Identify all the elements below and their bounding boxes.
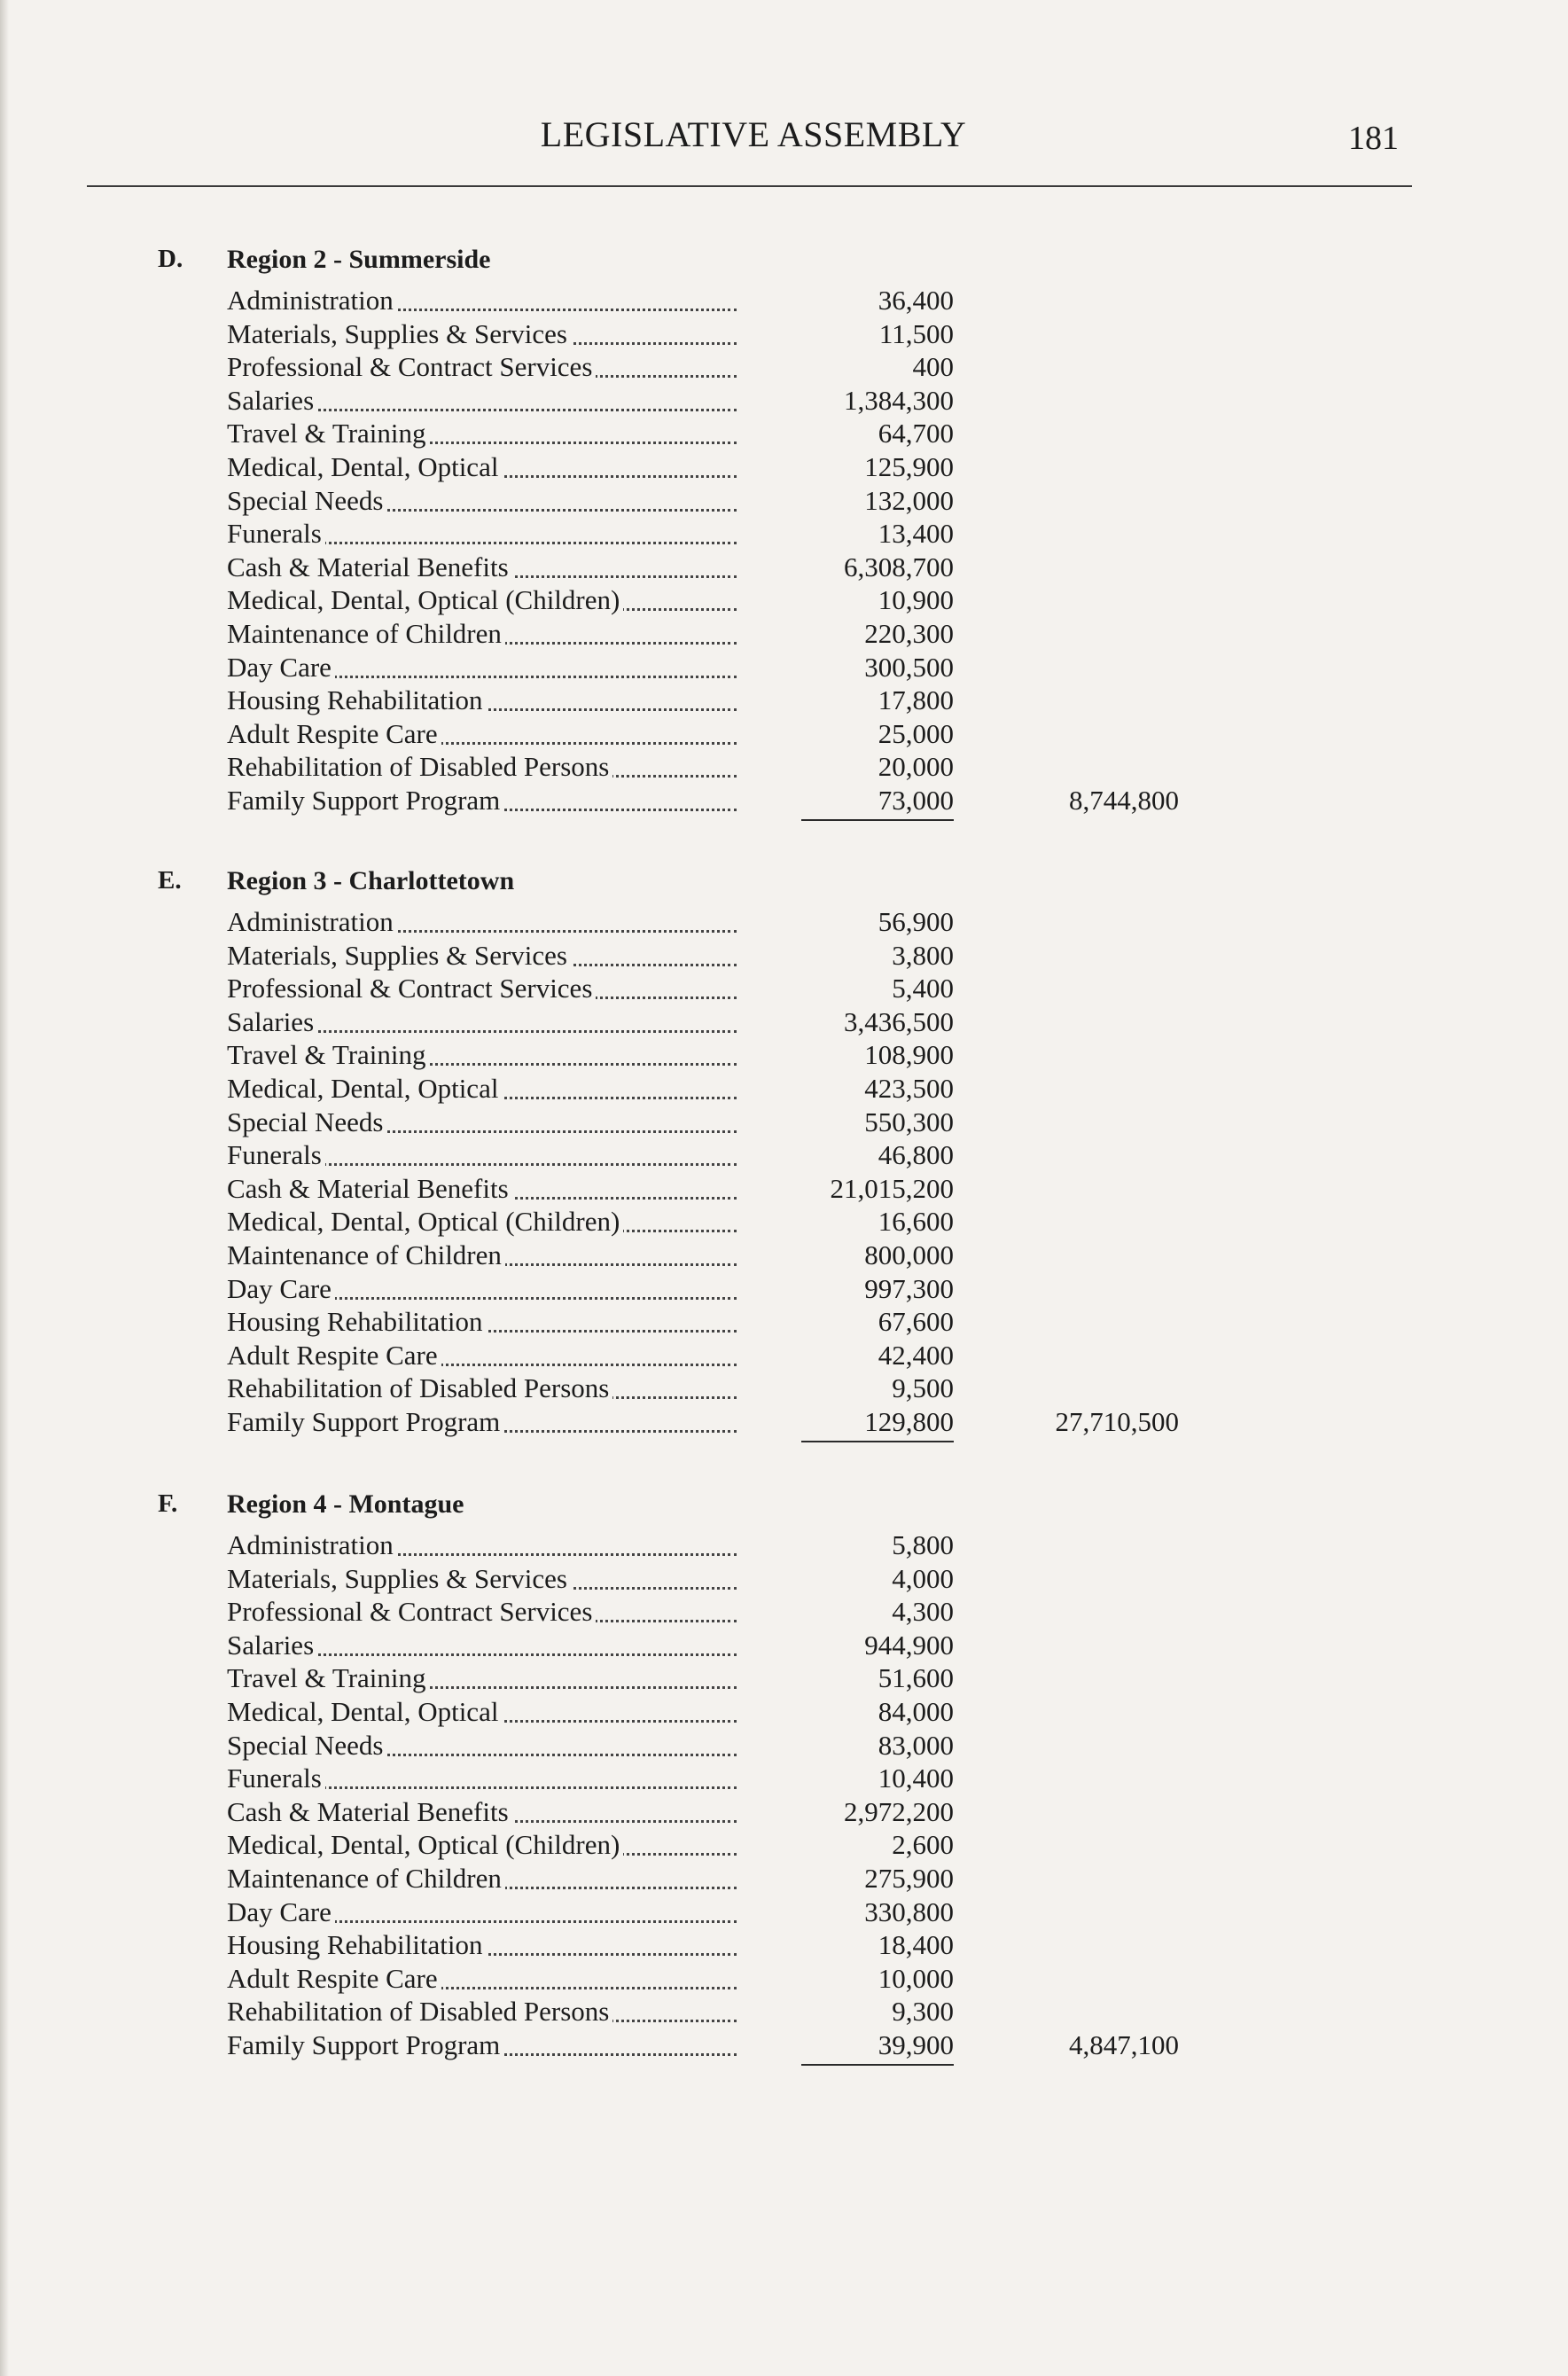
line-item-label: Travel & Training bbox=[227, 1039, 430, 1070]
line-item-label-cell bbox=[227, 484, 737, 517]
line-item bbox=[0, 717, 1568, 751]
page-header-title: LEGISLATIVE ASSEMBLY bbox=[540, 114, 967, 154]
line-item-label: Medical, Dental, Optical bbox=[227, 451, 502, 482]
line-item-label-cell bbox=[227, 1528, 737, 1561]
line-item-label-cell bbox=[227, 583, 737, 616]
line-item-label: Funerals bbox=[227, 1762, 325, 1794]
line-item-label: Housing Rehabilitation bbox=[227, 1929, 486, 1960]
line-item-label-cell bbox=[227, 939, 737, 972]
line-item-amount: 275,900 bbox=[864, 1863, 954, 1894]
line-item-amount: 42,400 bbox=[878, 1339, 954, 1371]
line-item-amount: 83,000 bbox=[878, 1729, 954, 1761]
line-item-amount: 400 bbox=[912, 351, 954, 383]
line-item-amount: 10,400 bbox=[878, 1762, 954, 1794]
line-item-amount: 3,800 bbox=[892, 939, 954, 971]
line-item-label: Maintenance of Children bbox=[227, 1863, 505, 1894]
line-item-amount: 1,384,300 bbox=[844, 384, 954, 416]
section-total: 4,847,100 bbox=[1069, 2029, 1179, 2060]
line-item-label: Rehabilitation of Disabled Persons bbox=[227, 751, 612, 782]
line-item-label: Salaries bbox=[227, 1630, 317, 1661]
line-item-label: Cash & Material Benefits bbox=[227, 551, 512, 582]
line-item-amount: 73,000 bbox=[878, 785, 954, 816]
line-item-label-cell bbox=[227, 1106, 737, 1138]
line-item bbox=[0, 417, 1568, 450]
line-item-amount: 21,015,200 bbox=[830, 1172, 954, 1204]
line-item-label-cell bbox=[227, 750, 737, 783]
line-item-amount: 10,000 bbox=[878, 1962, 954, 1994]
line-item-label: Maintenance of Children bbox=[227, 1239, 505, 1270]
page-number: 181 bbox=[1348, 120, 1399, 157]
line-item-label-cell bbox=[227, 1595, 737, 1628]
line-item-label: Professional & Contract Services bbox=[227, 1596, 596, 1627]
line-item bbox=[0, 750, 1568, 784]
line-item bbox=[0, 1595, 1568, 1629]
line-item bbox=[0, 450, 1568, 484]
line-item-label-cell bbox=[227, 417, 737, 449]
subtotal-rule bbox=[801, 819, 954, 821]
line-item-label-cell bbox=[227, 1272, 737, 1305]
line-item bbox=[0, 1305, 1568, 1339]
line-item bbox=[0, 651, 1568, 684]
line-item-label-cell bbox=[227, 551, 737, 583]
line-item bbox=[0, 1138, 1568, 1172]
line-item-label-cell bbox=[227, 1928, 737, 1961]
line-item-label-cell bbox=[227, 1072, 737, 1105]
line-item bbox=[0, 1928, 1568, 1962]
line-item bbox=[0, 972, 1568, 1005]
line-item bbox=[0, 384, 1568, 418]
line-item-label-cell bbox=[227, 717, 737, 750]
line-item-label: Travel & Training bbox=[227, 418, 430, 449]
line-item-label: Special Needs bbox=[227, 1730, 386, 1761]
line-item-label: Cash & Material Benefits bbox=[227, 1796, 512, 1827]
line-item-label-cell bbox=[227, 1372, 737, 1404]
line-item-label-cell bbox=[227, 1862, 737, 1895]
line-item-amount: 2,972,200 bbox=[844, 1795, 954, 1827]
line-item-amount: 39,900 bbox=[878, 2029, 954, 2060]
line-item-amount: 17,800 bbox=[878, 684, 954, 716]
line-item-amount: 330,800 bbox=[864, 1895, 954, 1927]
line-item-label-cell bbox=[227, 1762, 737, 1794]
line-item-amount: 4,300 bbox=[892, 1596, 954, 1628]
line-item-label: Adult Respite Care bbox=[227, 718, 441, 749]
line-item-label: Administration bbox=[227, 906, 397, 937]
line-item-label-cell bbox=[227, 284, 737, 317]
line-item-label: Adult Respite Care bbox=[227, 1963, 441, 1994]
line-item-label: Professional & Contract Services bbox=[227, 973, 596, 1004]
line-item-amount: 16,600 bbox=[878, 1206, 954, 1238]
line-item-label-cell bbox=[227, 1795, 737, 1828]
section-letter: F. bbox=[158, 1489, 178, 1518]
line-item-amount: 67,600 bbox=[878, 1306, 954, 1338]
line-item-label: Maintenance of Children bbox=[227, 618, 505, 649]
line-item-label-cell bbox=[227, 1962, 737, 1995]
line-item-label-cell bbox=[227, 1661, 737, 1694]
line-item bbox=[0, 1828, 1568, 1862]
line-item-label-cell bbox=[227, 1729, 737, 1762]
line-item-label: Rehabilitation of Disabled Persons bbox=[227, 1996, 612, 2027]
line-item bbox=[0, 1962, 1568, 1996]
line-item bbox=[0, 551, 1568, 584]
line-item-amount: 129,800 bbox=[864, 1406, 954, 1437]
section-title: Region 4 - Montague bbox=[227, 1489, 464, 1519]
line-item bbox=[0, 784, 1568, 817]
line-item bbox=[0, 1862, 1568, 1895]
line-item-label: Family Support Program bbox=[227, 785, 503, 816]
line-item bbox=[0, 1629, 1568, 1662]
line-item-amount: 220,300 bbox=[864, 618, 954, 649]
line-item-label: Cash & Material Benefits bbox=[227, 1173, 512, 1204]
line-item-amount: 9,500 bbox=[892, 1372, 954, 1404]
line-item-amount: 300,500 bbox=[864, 651, 954, 683]
line-item bbox=[0, 1895, 1568, 1929]
line-item bbox=[0, 684, 1568, 717]
line-item-label: Medical, Dental, Optical bbox=[227, 1073, 502, 1104]
line-item bbox=[0, 583, 1568, 617]
line-item bbox=[0, 1205, 1568, 1239]
line-item-label-cell bbox=[227, 1995, 737, 2028]
line-item-label: Travel & Training bbox=[227, 1662, 430, 1693]
line-item bbox=[0, 939, 1568, 973]
line-item-label-cell bbox=[227, 1172, 737, 1205]
line-item-label-cell bbox=[227, 1828, 737, 1861]
section-title: Region 3 - Charlottetown bbox=[227, 866, 515, 895]
line-item bbox=[0, 617, 1568, 651]
line-item-label-cell bbox=[227, 450, 737, 483]
line-item-label-cell bbox=[227, 384, 737, 417]
line-item-label: Salaries bbox=[227, 1006, 317, 1037]
line-item-amount: 108,900 bbox=[864, 1039, 954, 1071]
line-item bbox=[0, 350, 1568, 384]
line-item-label-cell bbox=[227, 1629, 737, 1661]
line-item-amount: 9,300 bbox=[892, 1996, 954, 2028]
subtotal-rule bbox=[801, 1441, 954, 1442]
line-item-amount: 25,000 bbox=[878, 717, 954, 749]
line-item-label: Special Needs bbox=[227, 1106, 386, 1137]
line-item-label: Administration bbox=[227, 285, 397, 316]
line-item bbox=[0, 1562, 1568, 1596]
line-item-label-cell bbox=[227, 1005, 737, 1038]
line-item-amount: 56,900 bbox=[878, 906, 954, 937]
line-item-label-cell bbox=[227, 317, 737, 350]
section-letter: E. bbox=[158, 866, 182, 895]
line-item-label: Special Needs bbox=[227, 485, 386, 516]
line-item-label: Day Care bbox=[227, 652, 335, 683]
line-item-amount: 5,800 bbox=[892, 1529, 954, 1560]
line-item-label: Professional & Contract Services bbox=[227, 351, 596, 382]
line-item bbox=[0, 1106, 1568, 1139]
line-item-label: Medical, Dental, Optical (Children) bbox=[227, 1206, 623, 1237]
line-item-label: Adult Respite Care bbox=[227, 1340, 441, 1371]
line-item-label: Funerals bbox=[227, 518, 325, 549]
line-item bbox=[0, 317, 1568, 351]
line-item-label: Housing Rehabilitation bbox=[227, 684, 486, 715]
line-item-amount: 64,700 bbox=[878, 418, 954, 449]
line-item-label: Rehabilitation of Disabled Persons bbox=[227, 1372, 612, 1403]
line-item-label: Family Support Program bbox=[227, 1406, 503, 1437]
line-item-amount: 4,000 bbox=[892, 1562, 954, 1594]
line-item-label: Day Care bbox=[227, 1896, 335, 1927]
line-item-label-cell bbox=[227, 651, 737, 684]
line-item-amount: 18,400 bbox=[878, 1929, 954, 1961]
line-item-label-cell bbox=[227, 1038, 737, 1071]
line-item bbox=[0, 1272, 1568, 1306]
line-item bbox=[0, 1372, 1568, 1405]
section-letter: D. bbox=[158, 245, 183, 273]
line-item-label-cell bbox=[227, 784, 737, 817]
line-item-label-cell bbox=[227, 1305, 737, 1338]
line-item-label-cell bbox=[227, 1405, 737, 1438]
line-item-label-cell bbox=[227, 2028, 737, 2061]
line-item bbox=[0, 284, 1568, 317]
line-item bbox=[0, 2028, 1568, 2062]
line-item-label-cell bbox=[227, 905, 737, 938]
line-item-label: Materials, Supplies & Services bbox=[227, 318, 571, 349]
subtotal-rule bbox=[801, 2064, 954, 2066]
line-item bbox=[0, 1695, 1568, 1729]
line-item-label-cell bbox=[227, 1695, 737, 1728]
line-item bbox=[0, 1661, 1568, 1695]
line-item-amount: 10,900 bbox=[878, 584, 954, 616]
line-item-amount: 2,600 bbox=[892, 1829, 954, 1861]
line-item bbox=[0, 1762, 1568, 1795]
line-item-label-cell bbox=[227, 1138, 737, 1171]
line-item bbox=[0, 1239, 1568, 1272]
line-item bbox=[0, 1729, 1568, 1762]
line-item-label: Administration bbox=[227, 1529, 397, 1560]
line-item bbox=[0, 1528, 1568, 1562]
line-item-amount: 944,900 bbox=[864, 1629, 954, 1661]
line-item-amount: 132,000 bbox=[864, 484, 954, 516]
line-item bbox=[0, 1072, 1568, 1106]
line-item-label-cell bbox=[227, 684, 737, 716]
line-item-amount: 5,400 bbox=[892, 973, 954, 1004]
line-item-amount: 20,000 bbox=[878, 751, 954, 783]
line-item-label: Materials, Supplies & Services bbox=[227, 940, 571, 971]
line-item-label: Medical, Dental, Optical (Children) bbox=[227, 584, 623, 615]
line-item-amount: 550,300 bbox=[864, 1106, 954, 1137]
line-item bbox=[0, 517, 1568, 551]
line-item-label: Salaries bbox=[227, 385, 317, 416]
line-item-amount: 3,436,500 bbox=[844, 1005, 954, 1037]
line-item bbox=[0, 1339, 1568, 1372]
line-item-amount: 13,400 bbox=[878, 518, 954, 550]
line-item-label: Housing Rehabilitation bbox=[227, 1306, 486, 1337]
line-item-amount: 423,500 bbox=[864, 1073, 954, 1104]
header-rule bbox=[87, 185, 1412, 187]
line-item-label: Funerals bbox=[227, 1139, 325, 1170]
section-title: Region 2 - Summerside bbox=[227, 245, 491, 274]
line-item bbox=[0, 905, 1568, 939]
line-item-label-cell bbox=[227, 350, 737, 383]
line-item-amount: 997,300 bbox=[864, 1272, 954, 1304]
line-item bbox=[0, 1995, 1568, 2028]
line-item bbox=[0, 1038, 1568, 1072]
line-item-label: Materials, Supplies & Services bbox=[227, 1563, 571, 1594]
line-item-label-cell bbox=[227, 1339, 737, 1372]
line-item-label-cell bbox=[227, 617, 737, 650]
line-item-label-cell bbox=[227, 517, 737, 550]
line-item-amount: 800,000 bbox=[864, 1239, 954, 1270]
line-item bbox=[0, 1795, 1568, 1829]
line-item-amount: 36,400 bbox=[878, 285, 954, 316]
line-item bbox=[0, 1405, 1568, 1439]
line-item-amount: 125,900 bbox=[864, 451, 954, 482]
line-item-label: Family Support Program bbox=[227, 2029, 503, 2060]
line-item-label: Medical, Dental, Optical (Children) bbox=[227, 1829, 623, 1860]
line-item bbox=[0, 1005, 1568, 1039]
line-item-label-cell bbox=[227, 1239, 737, 1271]
line-item-label-cell bbox=[227, 1562, 737, 1595]
line-item bbox=[0, 484, 1568, 518]
line-item-amount: 46,800 bbox=[878, 1139, 954, 1171]
line-item-amount: 84,000 bbox=[878, 1696, 954, 1727]
line-item-label-cell bbox=[227, 1205, 737, 1238]
line-item-label: Medical, Dental, Optical bbox=[227, 1696, 502, 1727]
line-item-amount: 6,308,700 bbox=[844, 551, 954, 582]
section-total: 27,710,500 bbox=[1055, 1406, 1179, 1437]
line-item-amount: 11,500 bbox=[878, 317, 954, 349]
section-total: 8,744,800 bbox=[1069, 785, 1179, 816]
line-item bbox=[0, 1172, 1568, 1206]
line-item-amount: 51,600 bbox=[878, 1662, 954, 1694]
line-item-label-cell bbox=[227, 972, 737, 1004]
line-item-label-cell bbox=[227, 1895, 737, 1928]
line-item-label: Day Care bbox=[227, 1273, 335, 1304]
